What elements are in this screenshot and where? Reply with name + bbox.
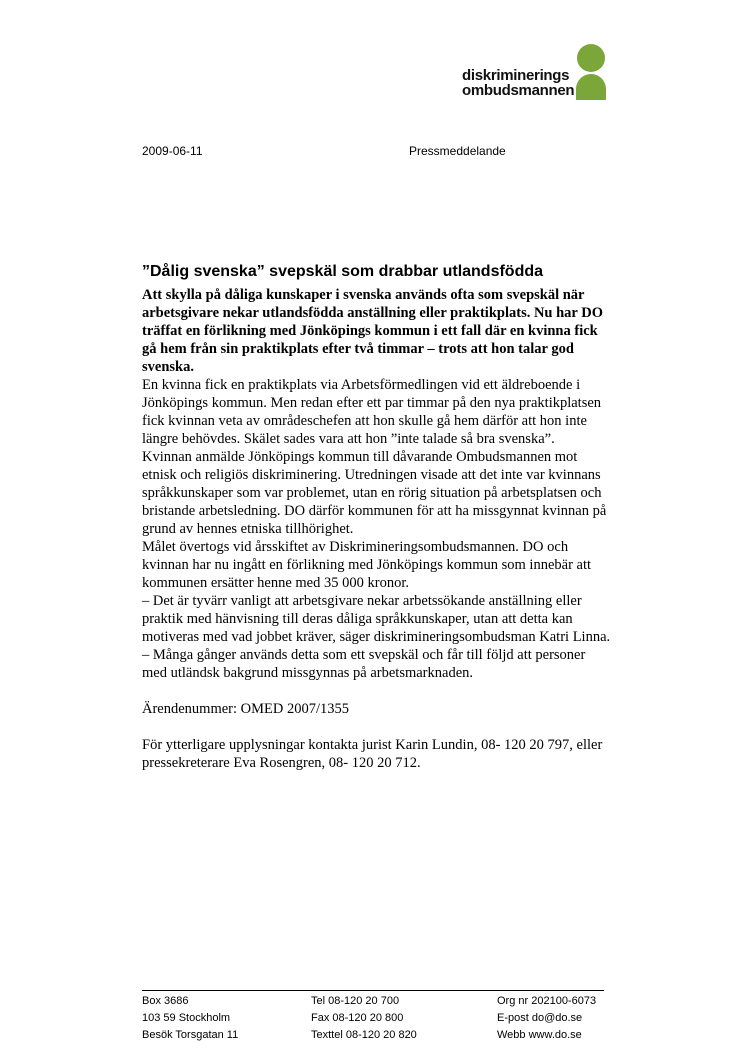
contact-info: För ytterligare upplysningar kontakta jurist Karin Lundin, 08- 120 20 797, eller pressekreterare Eva Rosengren, 08- 120 20 712. [142,737,603,771]
document-type: Pressmeddelande [409,144,506,158]
footer-visit: Besök Torsgatan 11 [142,1029,239,1041]
logo-figure-body-icon [576,74,606,100]
quote-paragraph: – Det är tyvärr vanligt att arbetsgivare nekar arbetssökande anställning eller praktik med hänvisning till deras dåliga språkkunskaper, utan att detta kan motiveras med vad jobbet kräver, säger diskrimineringsombudsman Katri Linna. [142,593,611,645]
spacer [142,718,612,736]
footer-fax: Fax 08-120 20 800 [311,1012,404,1024]
footer-email: E-post do@do.se [497,1012,583,1024]
footer-tel: Tel 08-120 20 700 [311,995,400,1007]
spacer [142,682,612,700]
body-paragraph: En kvinna fick en praktikplats via Arbetsförmedlingen vid ett äldreboende i Jönköpings kommun. Men redan efter ett par timmar på den nya praktikplatsen fick kvinnan veta av områdeschefen att hon skulle gå hem därför att hon inte längre behövdes. Skälet sades vara att hon ”inte talade så bra svenska”. [142,377,602,447]
logo [462,44,608,102]
logo-figure-head-icon [577,44,605,72]
footer-address-column [142,993,238,1044]
footer-phone-column [311,993,417,1044]
case-number: Ärendenummer: OMED 2007/1355 [142,701,349,717]
logo-wordmark [462,68,574,98]
document-date: 2009-06-11 [142,144,203,158]
logo-line-2: ombudsmannen [462,82,575,99]
footer-postal: 103 59 Stockholm [142,1012,231,1024]
footer-orgnr: Org nr 202100-6073 [497,995,597,1007]
footer-web: Webb www.do.se [497,1029,582,1041]
headline: ”Dålig svenska” svepskäl som drabbar utlandsfödda [142,263,544,280]
quote-paragraph: – Många gånger används detta som ett svepskäl och får till följd att personer med utländsk bakgrund missgynnas på arbetsmarknaden. [142,647,586,681]
footer-texttel: Texttel 08-120 20 820 [311,1029,417,1041]
footer-org-column [497,993,596,1044]
article [142,262,612,772]
body-paragraph: Kvinnan anmälde Jönköpings kommun till dåvarande Ombudsmannen mot etnisk och religiös diskriminering. Utredningen visade att det inte var kvinnans språkkunskaper som var problemet, utan en rörig situation på arbetsplatsen och bristande arbetsledning. DO därför kommunen för att ha missgynnat kvinnan på grund av hennes etniska tillhörighet. [142,449,607,537]
lead-paragraph: Att skylla på dåliga kunskaper i svenska används ofta som svepskäl när arbetsgivare nekar utlandsfödda anställning eller praktikplats. Nu har DO träffat en förlikning med Jönköpings kommun i ett fall där en kvinna fick gå hem från sin praktikplats efter två timmar – trots att hon talar god svenska. [142,287,603,375]
body-paragraph: Målet övertogs vid årsskiftet av Diskrimineringsombudsmannen. DO och kvinnan har nu ingått en förlikning med Jönköpings kommun som innebär att kommunen ersätter henne med 35 000 kronor. [142,539,592,591]
logo-line-1: diskriminerings [462,67,570,84]
footer-box: Box 3686 [142,995,189,1007]
footer [142,990,604,1041]
